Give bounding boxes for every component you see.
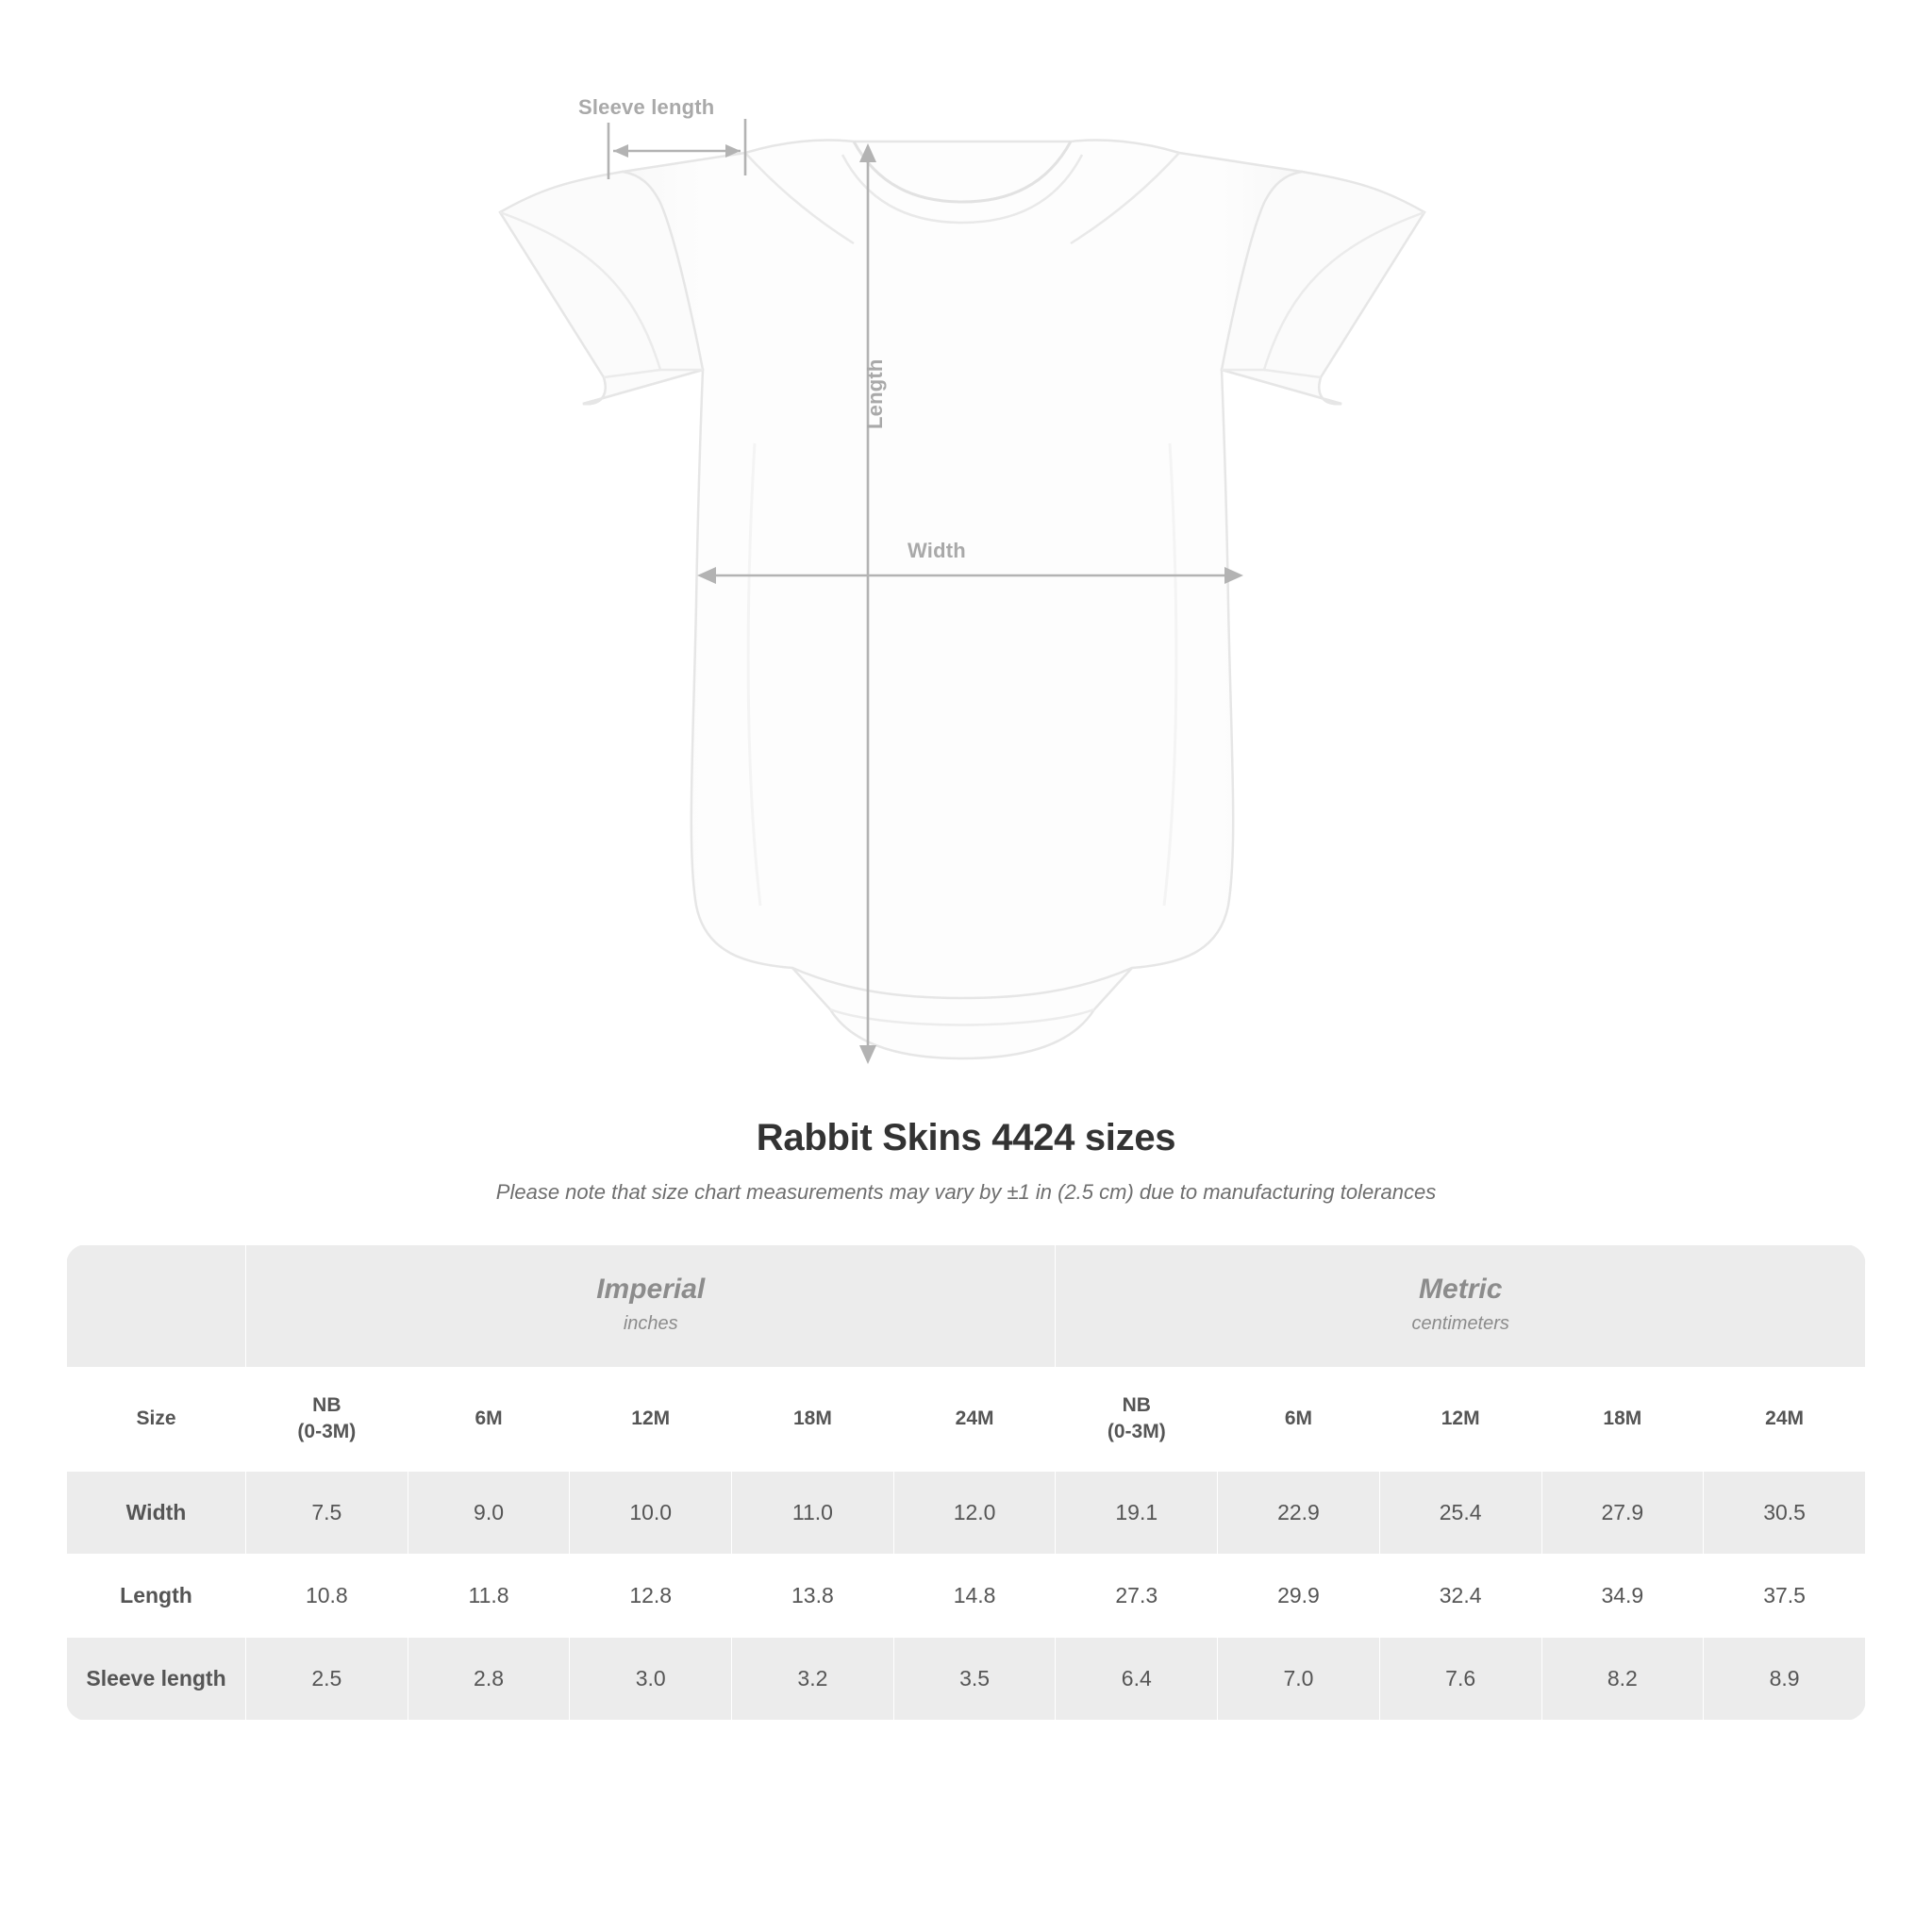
cell-width-metric-24m: 30.5 bbox=[1704, 1471, 1866, 1554]
cell-width-metric-18m: 27.9 bbox=[1541, 1471, 1704, 1554]
title-block bbox=[0, 1117, 1932, 1205]
unit-metric-sub: centimeters bbox=[1411, 1313, 1509, 1334]
cell-width-imperial-6m: 9.0 bbox=[408, 1471, 570, 1554]
length-label: Length bbox=[863, 358, 887, 429]
col-header-imperial-6m: 6M bbox=[408, 1368, 570, 1472]
row-label-width: Width bbox=[67, 1471, 246, 1554]
col-header-metric-12m: 12M bbox=[1379, 1368, 1541, 1472]
cell-sleeve-metric-18m: 8.2 bbox=[1541, 1637, 1704, 1720]
col-header-imperial-24m: 24M bbox=[893, 1368, 1056, 1472]
width-label: Width bbox=[908, 539, 966, 562]
unit-imperial-sub: inches bbox=[623, 1313, 678, 1334]
size-table bbox=[66, 1244, 1866, 1721]
cell-sleeve-imperial-6m: 2.8 bbox=[408, 1637, 570, 1720]
cell-length-imperial-18m: 13.8 bbox=[732, 1554, 894, 1637]
row-label-length: Length bbox=[67, 1554, 246, 1637]
bodysuit-body bbox=[500, 141, 1424, 1059]
unit-imperial-name: Imperial bbox=[596, 1274, 706, 1305]
cell-length-imperial-24m: 14.8 bbox=[893, 1554, 1056, 1637]
cell-sleeve-imperial-12m: 3.0 bbox=[570, 1637, 732, 1720]
col-header-metric-nb: NB (0-3M) bbox=[1056, 1368, 1218, 1472]
size-header-cell: Size bbox=[67, 1368, 246, 1472]
table-row bbox=[67, 1471, 1866, 1554]
column-header-row bbox=[67, 1368, 1866, 1472]
unit-imperial-cell bbox=[246, 1245, 1056, 1368]
cell-length-imperial-6m: 11.8 bbox=[408, 1554, 570, 1637]
cell-width-imperial-18m: 11.0 bbox=[732, 1471, 894, 1554]
col-header-imperial-nb: NB (0-3M) bbox=[246, 1368, 408, 1472]
cell-length-metric-24m: 37.5 bbox=[1704, 1554, 1866, 1637]
cell-sleeve-metric-12m: 7.6 bbox=[1379, 1637, 1541, 1720]
row-label-sleeve-length: Sleeve length bbox=[67, 1637, 246, 1720]
col-header-metric-6m: 6M bbox=[1218, 1368, 1380, 1472]
unit-corner-cell bbox=[67, 1245, 246, 1368]
cell-length-imperial-nb: 10.8 bbox=[246, 1554, 408, 1637]
unit-header-row bbox=[67, 1245, 1866, 1368]
col-header-metric-18m: 18M bbox=[1541, 1368, 1704, 1472]
cell-width-metric-nb: 19.1 bbox=[1056, 1471, 1218, 1554]
cell-sleeve-metric-24m: 8.9 bbox=[1704, 1637, 1866, 1720]
cell-width-metric-12m: 25.4 bbox=[1379, 1471, 1541, 1554]
cell-length-metric-6m: 29.9 bbox=[1218, 1554, 1380, 1637]
cell-width-metric-6m: 22.9 bbox=[1218, 1471, 1380, 1554]
col-header-metric-24m: 24M bbox=[1704, 1368, 1866, 1472]
cell-length-metric-18m: 34.9 bbox=[1541, 1554, 1704, 1637]
cell-width-imperial-nb: 7.5 bbox=[246, 1471, 408, 1554]
col-header-imperial-18m: 18M bbox=[732, 1368, 894, 1472]
cell-length-metric-nb: 27.3 bbox=[1056, 1554, 1218, 1637]
cell-sleeve-imperial-18m: 3.2 bbox=[732, 1637, 894, 1720]
cell-width-imperial-12m: 10.0 bbox=[570, 1471, 732, 1554]
unit-metric-cell bbox=[1056, 1245, 1866, 1368]
table-row bbox=[67, 1554, 1866, 1637]
page-title: Rabbit Skins 4424 sizes bbox=[756, 1117, 1176, 1158]
unit-metric-name: Metric bbox=[1419, 1274, 1503, 1305]
cell-sleeve-metric-nb: 6.4 bbox=[1056, 1637, 1218, 1720]
table-row bbox=[67, 1637, 1866, 1720]
size-table-wrapper bbox=[66, 1244, 1866, 1721]
tolerance-note: Please note that size chart measurements may vary by ±1 in (2.5 cm) due to manufacturing tolerances bbox=[495, 1180, 1437, 1204]
sleeve-length-label: Sleeve length bbox=[578, 95, 715, 119]
cell-sleeve-imperial-nb: 2.5 bbox=[246, 1637, 408, 1720]
col-header-imperial-12m: 12M bbox=[570, 1368, 732, 1472]
cell-sleeve-imperial-24m: 3.5 bbox=[893, 1637, 1056, 1720]
cell-length-imperial-12m: 12.8 bbox=[570, 1554, 732, 1637]
cell-length-metric-12m: 32.4 bbox=[1379, 1554, 1541, 1637]
cell-width-imperial-24m: 12.0 bbox=[893, 1471, 1056, 1554]
cell-sleeve-metric-6m: 7.0 bbox=[1218, 1637, 1380, 1720]
